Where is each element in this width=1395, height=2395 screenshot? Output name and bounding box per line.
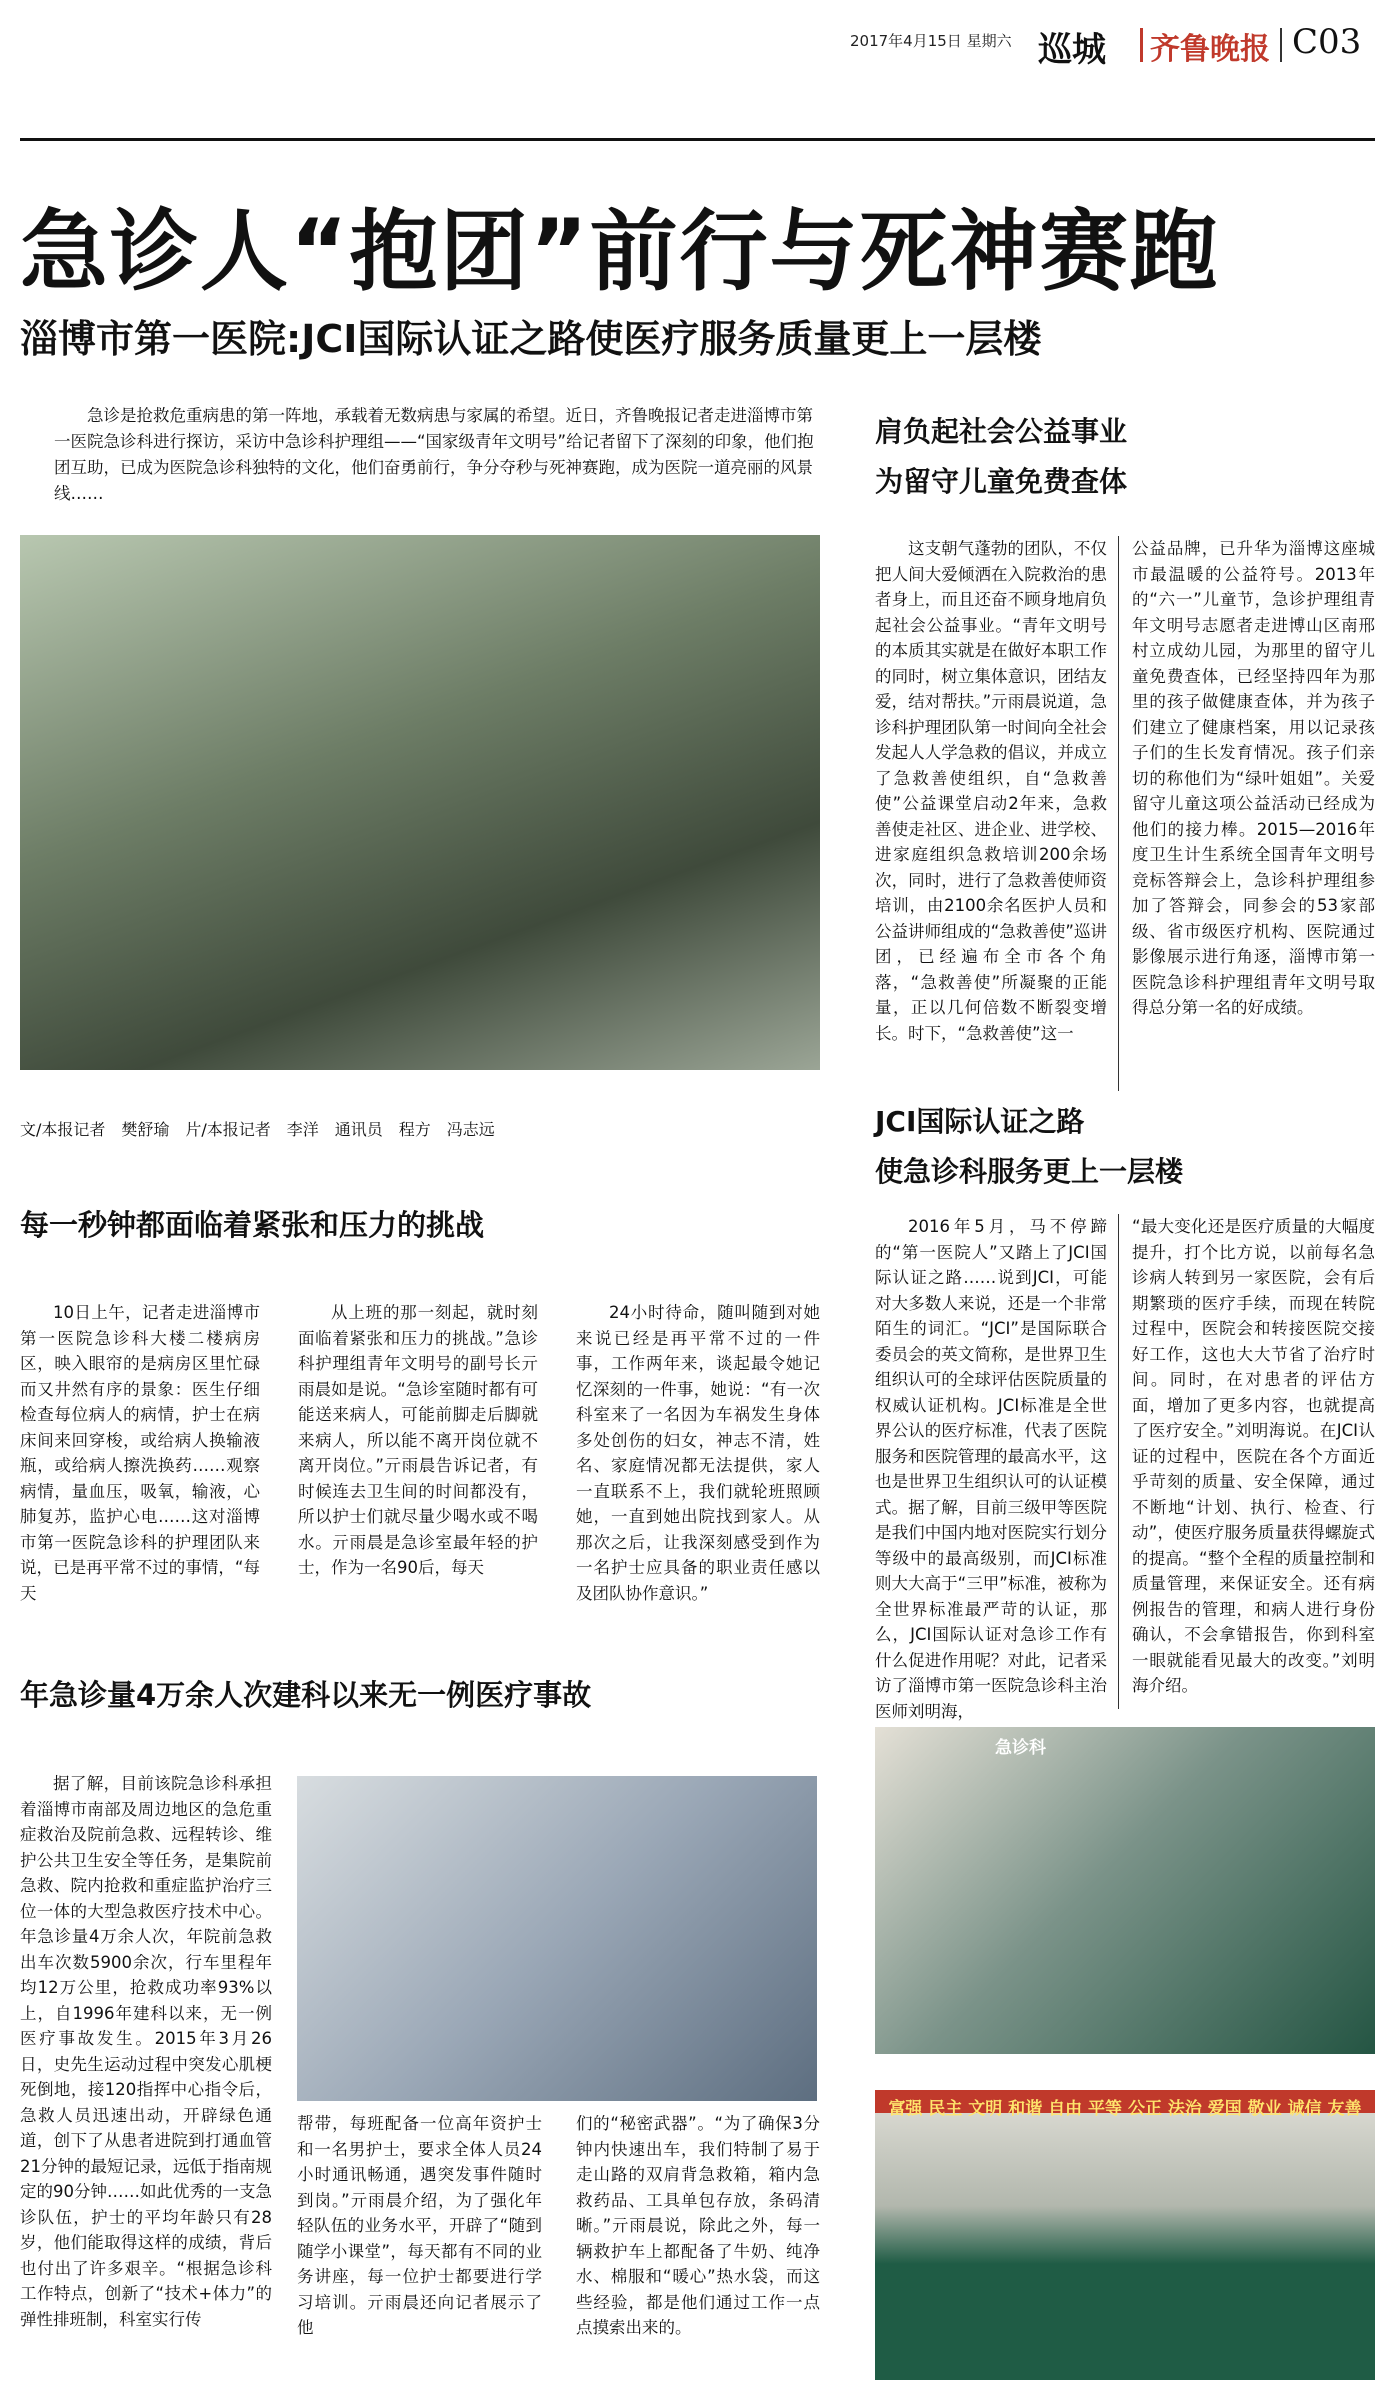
column-divider	[1118, 536, 1119, 1091]
column-divider-2	[1118, 1214, 1119, 1709]
nurse-patient-photo	[875, 1727, 1375, 2054]
right2-col2: “最大变化还是医疗质量的大幅度提升，打个比方说，以前每名急诊病人转到另一家医院，会有后期繁琐的医疗手续，而现在转院过程中，医院会和转接医院交接好工作，这也大大节省了治疗时间。同时，在对患者的评估方面，增加了更多内容，也就提高了医疗安全。”刘明海说。在JCI认证的过程中，医院在各个方面近乎苛刻的质量、安全保障，通过不断地“计划、执行、检查、行动”，使医疗服务质量获得螺旋式的提高。“整个全程的质量控制和质量管理，来保证安全。还有病例报告的管理，和病人进行身份确认，不会拿错报告，你到科室一眼就能看见最大的改变。”刘明海介绍。	[1132, 1217, 1375, 1695]
hospital-sign: 急诊科	[995, 1738, 1046, 1758]
lead-paragraph: 急诊是抢救危重病患的第一阵地，承载着无数病患与家属的希望。近日，齐鲁晚报记者走进淄博市第一医院急诊科进行探访，采访中急诊科护理组——“国家级青年文明号”给记者留下了深刻的印象，他们抱团互助，已成为医院急诊科独特的文化，他们奋勇前行，争分夺秒与死神赛跑，成为医院一道亮丽的风景线……	[54, 406, 814, 503]
nurses-ward-photo	[297, 1776, 817, 2101]
section2-col1: 据了解，目前该院急诊科承担着淄博市南部及周边地区的急危重症救治及院前急救、远程转诊、维护公共卫生安全等任务，是集院前急救、院内抢救和重症监护治疗三位一体的大型急救医疗技术中心。年急诊量4万余人次，年院前急救出车次数5900余次，行车里程年均12万公里，抢救成功率93%以上，自1996年建科以来，无一例医疗事故发生。2015年3月26日，史先生运动过程中突发心肌梗死倒地，接120指挥中心指令后，急救人员迅速出动，开辟绿色通道，创下了从患者进院到打通血管21分钟的最短记录，远低于指南规定的90分钟……如此优秀的一支急诊队伍，护士的平均年龄只有28岁，他们能取得这样的成绩，背后也付出了许多艰辛。“根据急诊科工作特点，创新了“技术+体力”的弹性排班制，科室实行传	[20, 1774, 272, 2329]
right2-title-line2: 使急诊科服务更上一层楼	[875, 1155, 1184, 1188]
header-divider	[1140, 28, 1143, 62]
section2-col3: 们的“秘密武器”。“为了确保3分钟内快速出车，我们特制了易于走山路的双肩背急救箱，箱内急救药品、工具单包存放，条码清晰。”亓雨晨说，除此之外，每一辆救护车上都配备了牛奶、纯净水、棉服和“暖心”热水袋，而这些经验，都是他们通过工作一点点摸索出来的。	[576, 2114, 820, 2337]
ambulance-photo	[20, 535, 820, 1070]
page-number: C03	[1292, 22, 1362, 62]
right1-title-line1: 肩负起社会公益事业	[875, 415, 1128, 448]
section1-col2: 从上班的那一刻起，就时刻面临着紧张和压力的挑战。”急诊科护理组青年文明号的副号长亓雨晨如是说。“急诊室随时都有可能送来病人，可能前脚走后脚就来病人，所以能不离开岗位就不离开岗位。”亓雨晨告诉记者，有时候连去卫生间的时间都没有，所以护士们就尽量少喝水或不喝水。亓雨晨是急诊室最年轻的护士，作为一名90后，每天	[298, 1303, 538, 1577]
right2-col1: 2016年5月，马不停蹄的“第一医院人”又踏上了JCI国际认证之路……说到JCI，可能对大多数人来说，还是一个非常陌生的词汇。“JCI”是国际联合委员会的英文简称，是世界卫生组织认可的全球评估医院质量的权威认证机构。JCI标准是全世界公认的医疗标准，代表了医院服务和医院管理的最高水平，这也是世界卫生组织认可的认证模式。据了解，目前三级甲等医院是我们中国内地对医院实行划分等级中的最高级别，而JCI标准则大大高于“三甲”标准，被称为全世界标准最严苛的认证，那么，JCI国际认证对急诊工作有什么促进作用呢？对此，记者采访了淄博市第一医院急诊科主治医师刘明海，	[875, 1217, 1107, 1721]
section2-title: 年急诊量4万余人次建科以来无一例医疗事故	[20, 1678, 592, 1712]
right1-col2: 公益品牌，已升华为淄博这座城市最温暖的公益符号。2013年的“六一”儿童节，急诊护理组青年文明号志愿者走进博山区南邢村立成幼儿园，为那里的留守儿童免费查体，已经坚持四年为那里的孩子做健康查体，并为孩子们建立了健康档案，用以记录孩子们的生长发育情况。孩子们亲切的称他们为“绿叶姐姐”。关爱留守儿童这项公益活动已经成为他们的接力棒。2015—2016年度卫生计生系统全国青年文明号竞标答辩会上，急诊科护理组参加了答辩会，同参会的53家部级、省市级医疗机构、医院通过影像展示进行角逐，淄博市第一医院急诊科护理组青年文明号取得总分第一名的好成绩。	[1132, 539, 1375, 1017]
newspaper-logo: 齐鲁晚报	[1150, 32, 1270, 67]
section1-col1: 10日上午，记者走进淄博市第一医院急诊科大楼二楼病房区，映入眼帘的是病房区里忙碌而又井然有序的景象：医生仔细检查每位病人的病情，护士在病床间来回穿梭，或给病人换输液瓶，或给病人擦洗换药……观察病情，量血压，吸氧，输液，心肺复苏，监护心电……这对淄博市第一医院急诊科的护理团队来说，已是再平常不过的事情，“每天	[20, 1303, 260, 1603]
byline: 文/本报记者 樊舒瑜 片/本报记者 李洋 通讯员 程方 冯志远	[20, 1120, 495, 1139]
header-rule	[20, 138, 1375, 141]
right1-col1: 这支朝气蓬勃的团队，不仅把人间大爱倾洒在入院救治的患者身上，而且还奋不顾身地肩负起社会公益事业。“青年文明号的本质其实就是在做好本职工作的同时，树立集体意识，团结友爱，结对帮扶。”亓雨晨说道，急诊科护理团队第一时间向全社会发起人人学急救的倡议，并成立了急救善使组织，自“急救善使”公益课堂启动2年来，急救善使走社区、进企业、进学校、进家庭组织急救培训200余场次，同时，进行了急救善使师资培训，由2100余名医护人员和公益讲师组成的“急救善使”巡讲团，已经遍布全市各个角落，“急救善使”所凝聚的正能量，正以几何倍数不断裂变增长。时下，“急救善使”这一	[875, 539, 1107, 1043]
section-name: 巡城	[1038, 30, 1106, 70]
sub-headline: 淄博市第一医院:JCI国际认证之路使医疗服务质量更上一层楼	[20, 317, 1042, 361]
section1-title: 每一秒钟都面临着紧张和压力的挑战	[20, 1208, 485, 1242]
header-divider-2	[1280, 28, 1282, 62]
right2-title-line1: JCI国际认证之路	[875, 1105, 1085, 1138]
right1-title-line2: 为留守儿童免费查体	[875, 465, 1128, 498]
team-group-photo	[875, 2090, 1375, 2380]
section1-col3: 24小时待命，随叫随到对她来说已经是再平常不过的一件事，工作两年来，谈起最令她记忆深刻的一件事，她说：“有一次科室来了一名因为车祸发生身体多处创伤的妇女，神志不清，姓名、家庭情况都无法提供，家人一直联系不上，我们就轮班照顾她，一直到她出院找到家人。从那次之后，让我深刻感受到作为一名护士应具备的职业责任感以及团队协作意识。”	[576, 1303, 820, 1603]
issue-date: 2017年4月15日 星期六	[850, 32, 1012, 50]
main-headline: 急诊人“抱团”前行与死神赛跑	[20, 200, 1220, 303]
values-banner: 富强 民主 文明 和谐 自由 平等 公正 法治 爱国 敬业 诚信 友善	[888, 2099, 1362, 2119]
section2-col2: 帮带，每班配备一位高年资护士和一名男护士，要求全体人员24小时通讯畅通，遇突发事件随时到岗。”亓雨晨介绍，为了强化年轻队伍的业务水平，开辟了“随到随学小课堂”，每天都有不同的业务讲座，每一位护士都要进行学习培训。亓雨晨还向记者展示了他	[297, 2114, 542, 2337]
